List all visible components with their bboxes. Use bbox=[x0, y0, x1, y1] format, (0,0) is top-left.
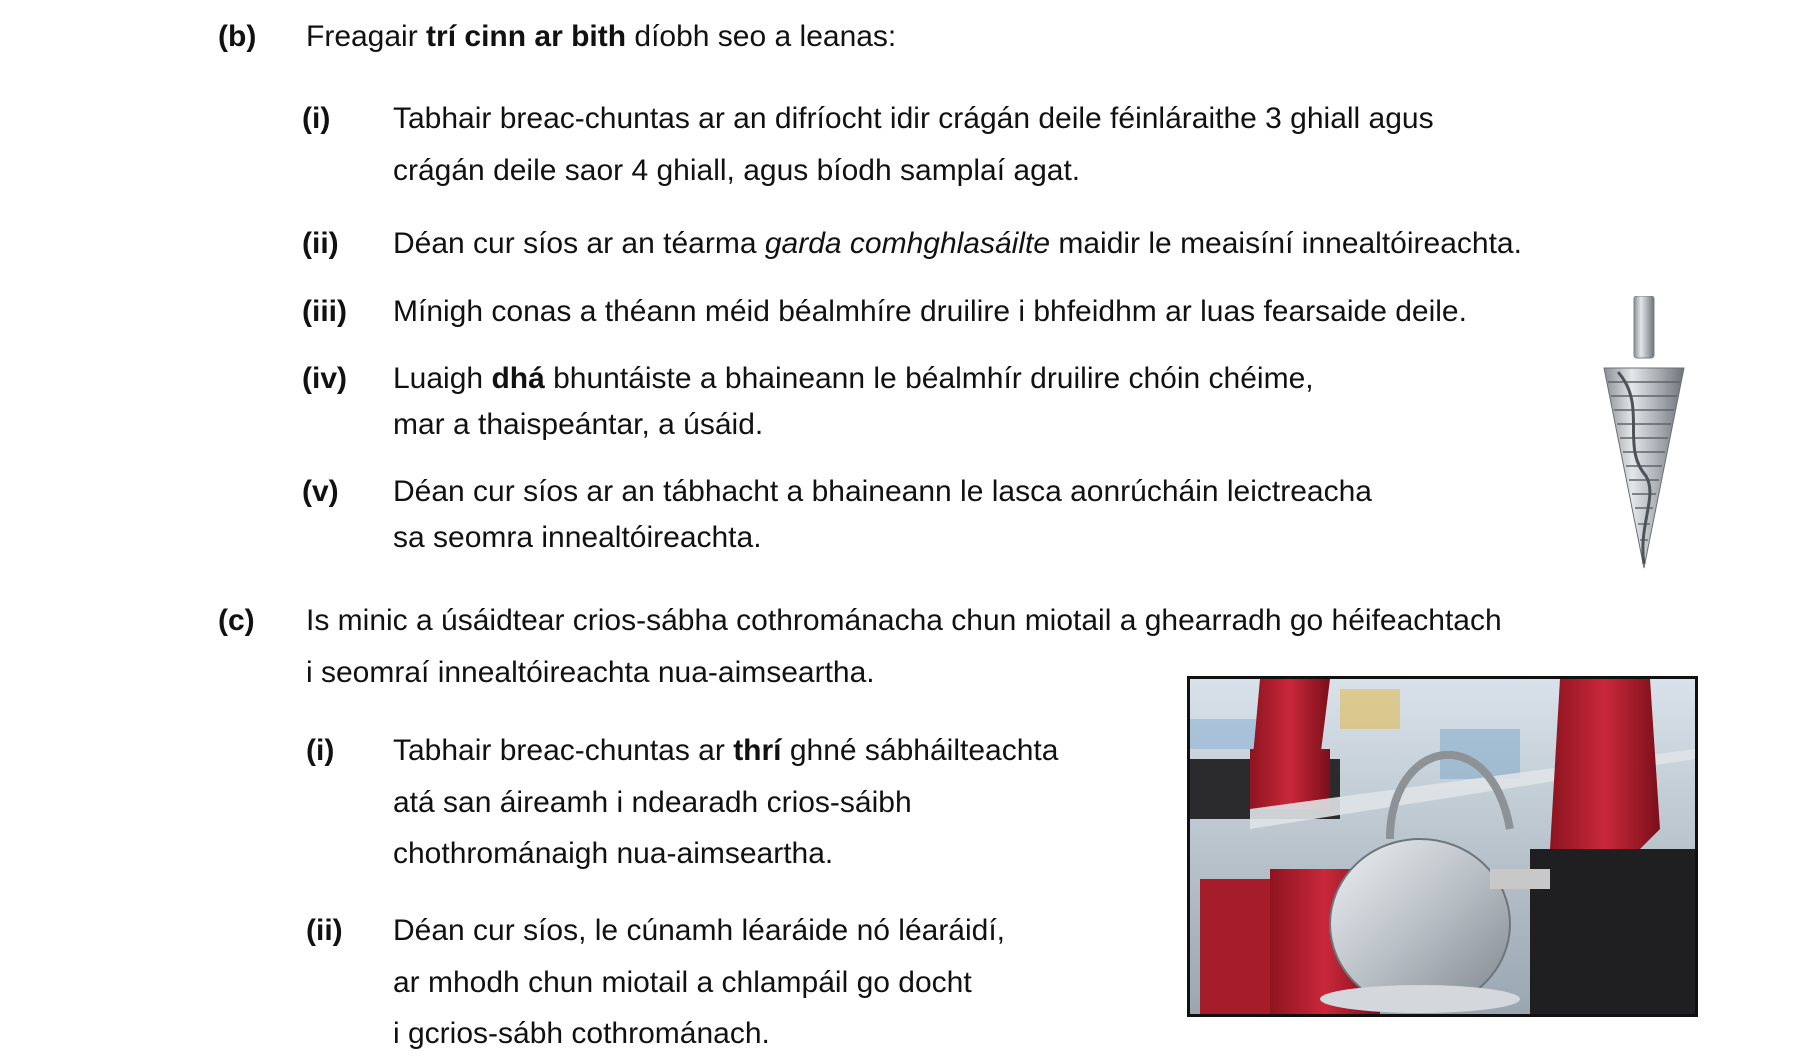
section-b-label: (b) bbox=[218, 20, 257, 53]
item-b-i-label: (i) bbox=[302, 102, 331, 135]
item-b-i-line1: Tabhair breac-chuntas ar an difríocht idir crágán deile féinláraithe 3 ghiall agus bbox=[393, 102, 1434, 135]
section-c-label: (c) bbox=[218, 604, 255, 637]
item-b-iii-label: (iii) bbox=[302, 295, 347, 328]
item-c-ii-line3: i gcrios-sábh cothrománach. bbox=[393, 1017, 770, 1050]
section-b-intro: Freagair trí cinn ar bith díobh seo a leanas: bbox=[306, 20, 897, 53]
item-b-v-line1: Déan cur síos ar an tábhacht a bhaineann le lasca aonrúcháin leictreacha bbox=[393, 475, 1372, 508]
band-saw-photo bbox=[1187, 676, 1698, 1017]
item-c-ii-line1: Déan cur síos, le cúnamh léaráide nó léaráidí, bbox=[393, 914, 1006, 947]
item-c-i-label: (i) bbox=[306, 734, 335, 767]
item-b-v-label: (v) bbox=[302, 475, 339, 508]
item-b-iv-label: (iv) bbox=[302, 362, 347, 395]
item-b-iii-text: Mínigh conas a théann méid béalmhíre druilire i bhfeidhm ar luas fearsaide deile. bbox=[393, 295, 1467, 328]
item-c-i-line2: atá san áireamh i ndearadh crios-sáibh bbox=[393, 786, 912, 819]
section-c-intro-line1: Is minic a úsáidtear crios-sábha cothrománacha chun miotail a ghearradh go héifeachtach bbox=[306, 604, 1502, 637]
section-c-intro-line2: i seomraí innealtóireachta nua-aimseartha. bbox=[306, 656, 875, 689]
item-b-v-line2: sa seomra innealtóireachta. bbox=[393, 521, 762, 554]
item-b-i-line2: crágán deile saor 4 ghiall, agus bíodh samplaí agat. bbox=[393, 154, 1081, 187]
item-b-ii-text: Déan cur síos ar an téarma garda comhghlasáilte maidir le meaisíní innealtóireachta. bbox=[393, 227, 1522, 260]
item-c-i-line3: chothrománaigh nua-aimseartha. bbox=[393, 837, 834, 870]
step-drill-bit-image bbox=[1598, 296, 1690, 576]
item-c-i-line1: Tabhair breac-chuntas ar thrí ghné sábháilteachta bbox=[393, 734, 1059, 767]
item-c-ii-line2: ar mhodh chun miotail a chlampáil go docht bbox=[393, 966, 972, 999]
item-c-ii-label: (ii) bbox=[306, 914, 343, 947]
item-b-ii-label: (ii) bbox=[302, 227, 339, 260]
item-b-iv-line2: mar a thaispeántar, a úsáid. bbox=[393, 408, 764, 441]
item-b-iv-line1: Luaigh dhá bhuntáiste a bhaineann le béalmhír druilire chóin chéime, bbox=[393, 362, 1314, 395]
